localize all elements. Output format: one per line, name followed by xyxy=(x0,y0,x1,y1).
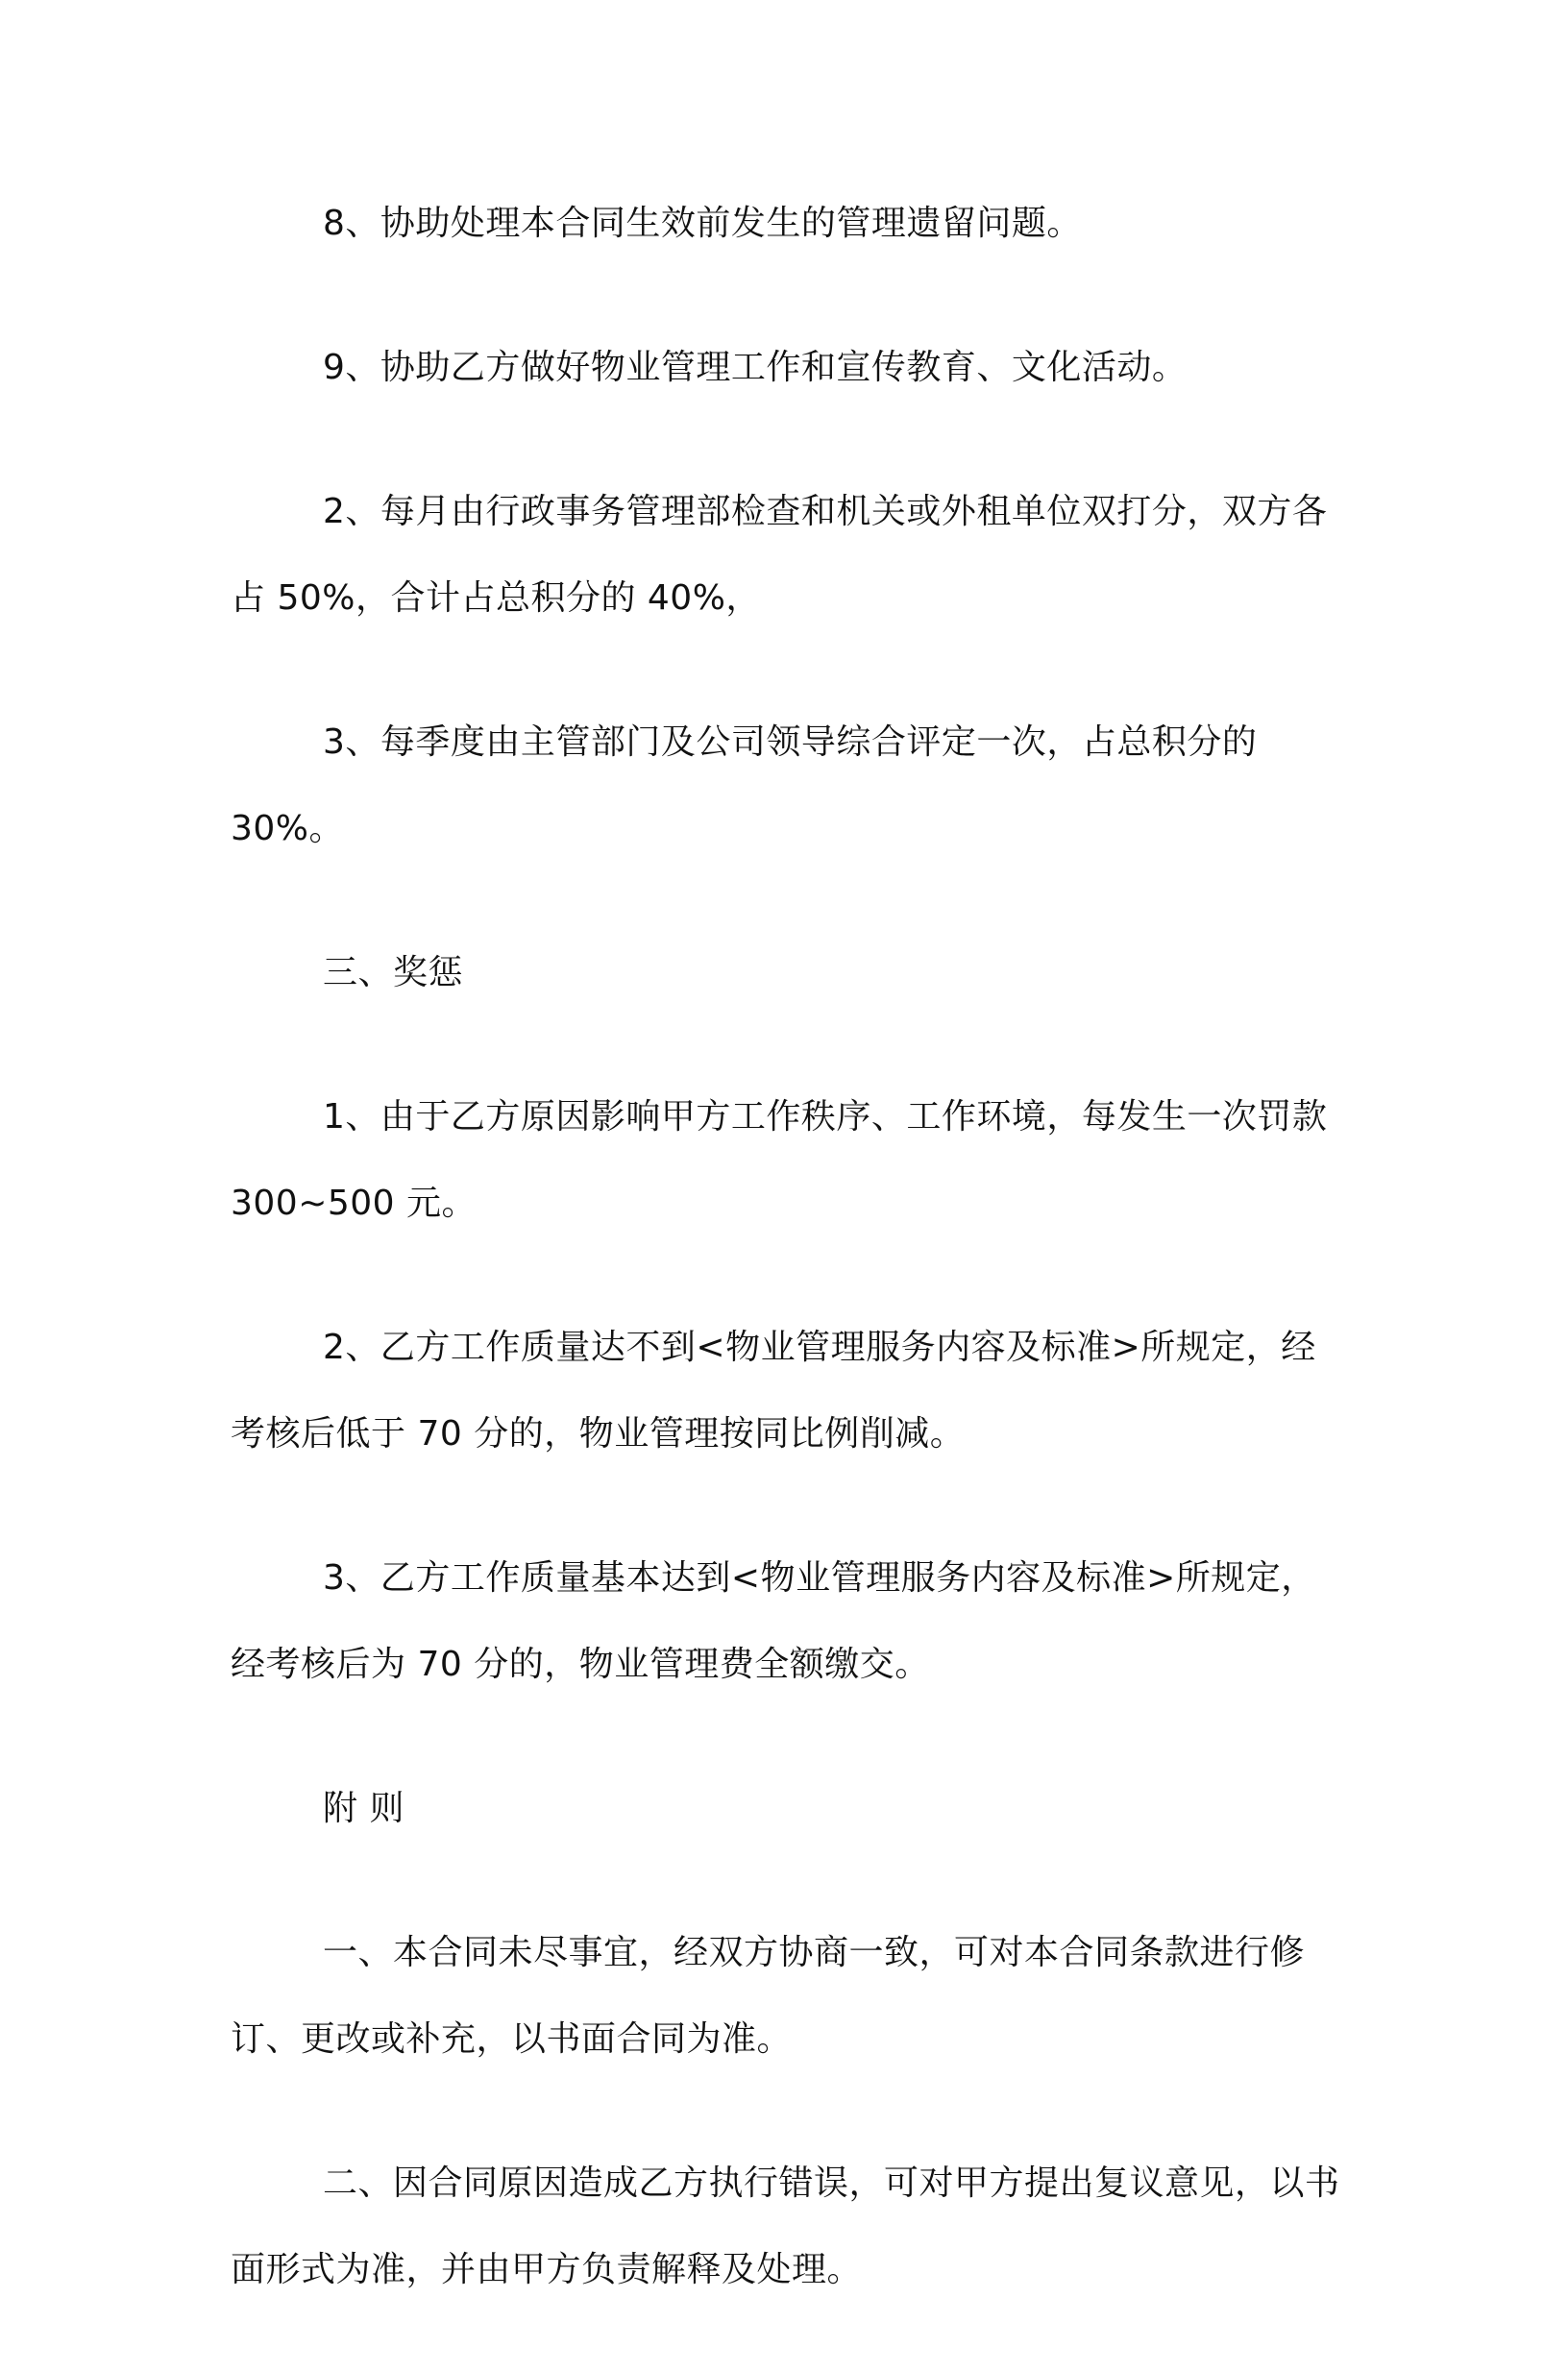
paragraph-supplementary-2: 二、因合同原因造成乙方执行错误，可对甲方提出复议意见，以书面形式为准，并由甲方负责解释及处理。 xyxy=(231,2163,1340,2289)
section-heading-supplementary: 附 则 xyxy=(323,1789,404,1828)
paragraph-item-9: 9、协助乙方做好物业管理工作和宣传教育、文化活动。 xyxy=(323,348,1188,387)
paragraph-penalty-3: 3、乙方工作质量基本达到<物业管理服务内容及标准>所规定，经考核后为 70 分的，物业管理费全额缴交。 xyxy=(231,1558,1316,1684)
paragraph-item-8: 8、协助处理本合同生效前发生的管理遗留问题。 xyxy=(323,204,1082,243)
paragraph-penalty-2: 2、乙方工作质量达不到<物业管理服务内容及标准>所规定，经考核后低于 70 分的，物业管理按同比例削减。 xyxy=(231,1328,1316,1454)
section-heading-rewards-penalties: 三、奖惩 xyxy=(323,953,464,992)
paragraph-scoring-monthly: 2、每月由行政事务管理部检查和机关或外租单位双打分，双方各占 50%，合计占总积分的 40%， xyxy=(231,492,1328,618)
paragraph-scoring-quarterly: 3、每季度由主管部门及公司领导综合评定一次，占总积分的 30%。 xyxy=(231,722,1269,848)
paragraph-supplementary-1: 一、本合同未尽事宜，经双方协商一致，可对本合同条款进行修订、更改或补充，以书面合同为准。 xyxy=(231,1933,1306,2059)
paragraph-penalty-1: 1、由于乙方原因影响甲方工作秩序、工作环境，每发生一次罚款 300~500 元。 xyxy=(231,1097,1339,1223)
document-body xyxy=(231,181,1345,2371)
